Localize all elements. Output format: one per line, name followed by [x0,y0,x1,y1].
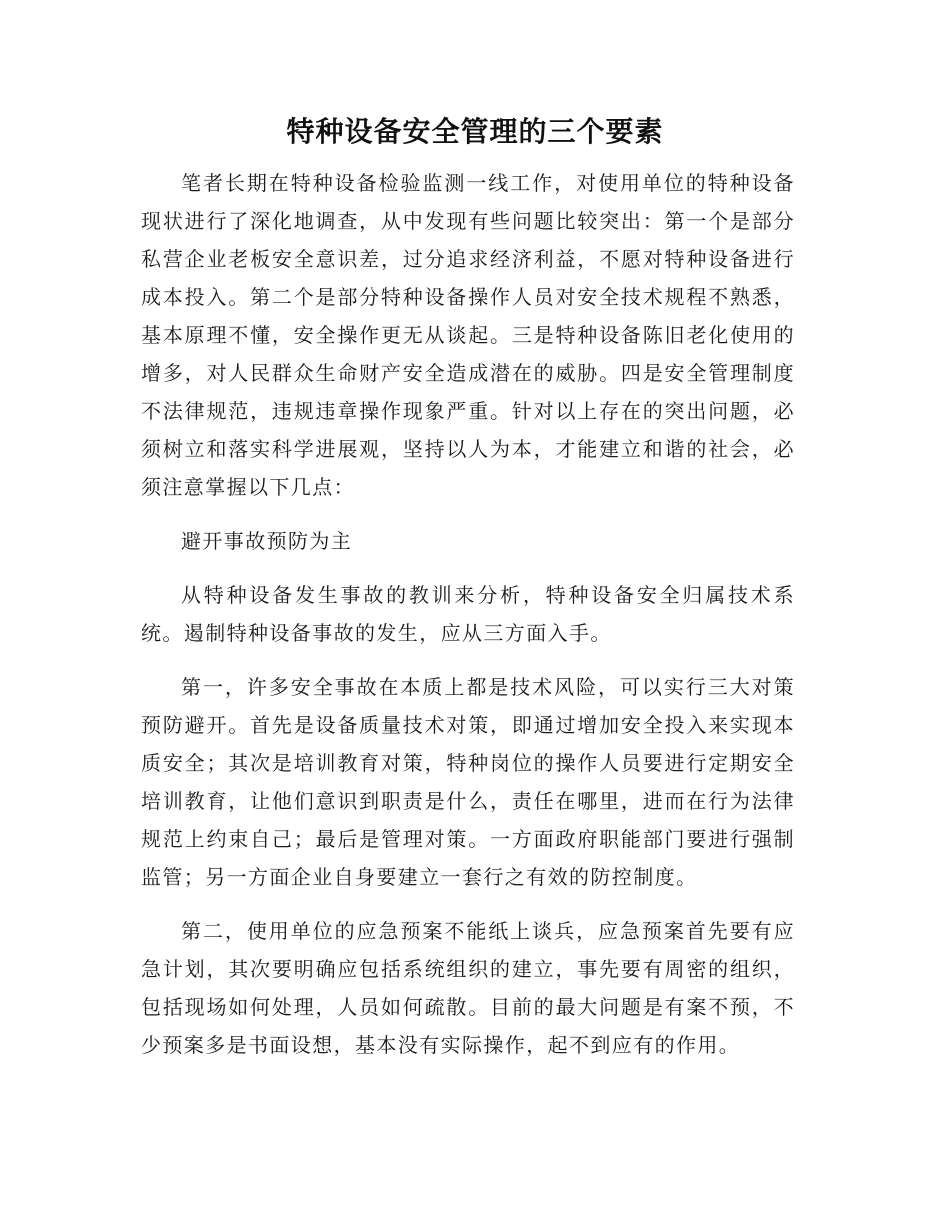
document-body [141,164,795,1080]
section-heading: 避开事故预防为主 [181,529,353,553]
analysis-paragraph: 从特种设备发生事故的教训来分析，特种设备安全归属技术系统。遏制特种设备事故的发生，应从三方面入手。 [141,583,795,645]
first-point-paragraph: 第一，许多安全事故在本质上都是技术风险，可以实行三大对策预防避开。首先是设备质量技术对策，即通过增加安全投入来实现本质安全；其次是培训教育对策，特种岗位的操作人员要进行定期安全培训教育，让他们意识到职责是什么，责任在哪里，进而在行为法律规范上约束自己；最后是管理对策。一方面政府职能部门要进行强制监管；另一方面企业自身要建立一套行之有效的防控制度。 [141,675,795,889]
document-title: 特种设备安全管理的三个要素 [286,115,664,148]
second-point-paragraph: 第二，使用单位的应急预案不能纸上谈兵，应急预案首先要有应急计划，其次要明确应包括系统组织的建立，事先要有周密的组织，包括现场如何处理，人员如何疏散。目前的最大问题是有案不预，不少预案多是书面设想，基本没有实际操作，起不到应有的作用。 [141,919,795,1057]
intro-paragraph: 笔者长期在特种设备检验监测一线工作，对使用单位的特种设备现状进行了深化地调查，从中发现有些问题比较突出：第一个是部分私营企业老板安全意识差，过分追求经济利益，不愿对特种设备进行成本投入。第二个是部分特种设备操作人员对安全技术规程不熟悉，基本原理不懂，安全操作更无从谈起。三是特种设备陈旧老化使用的增多，对人民群众生命财产安全造成潜在的威胁。四是安全管理制度不法律规范，违规违章操作现象严重。针对以上存在的突出问题，必须树立和落实科学进展观，坚持以人为本，才能建立和谐的社会，必须注意掌握以下几点： [141,171,795,499]
